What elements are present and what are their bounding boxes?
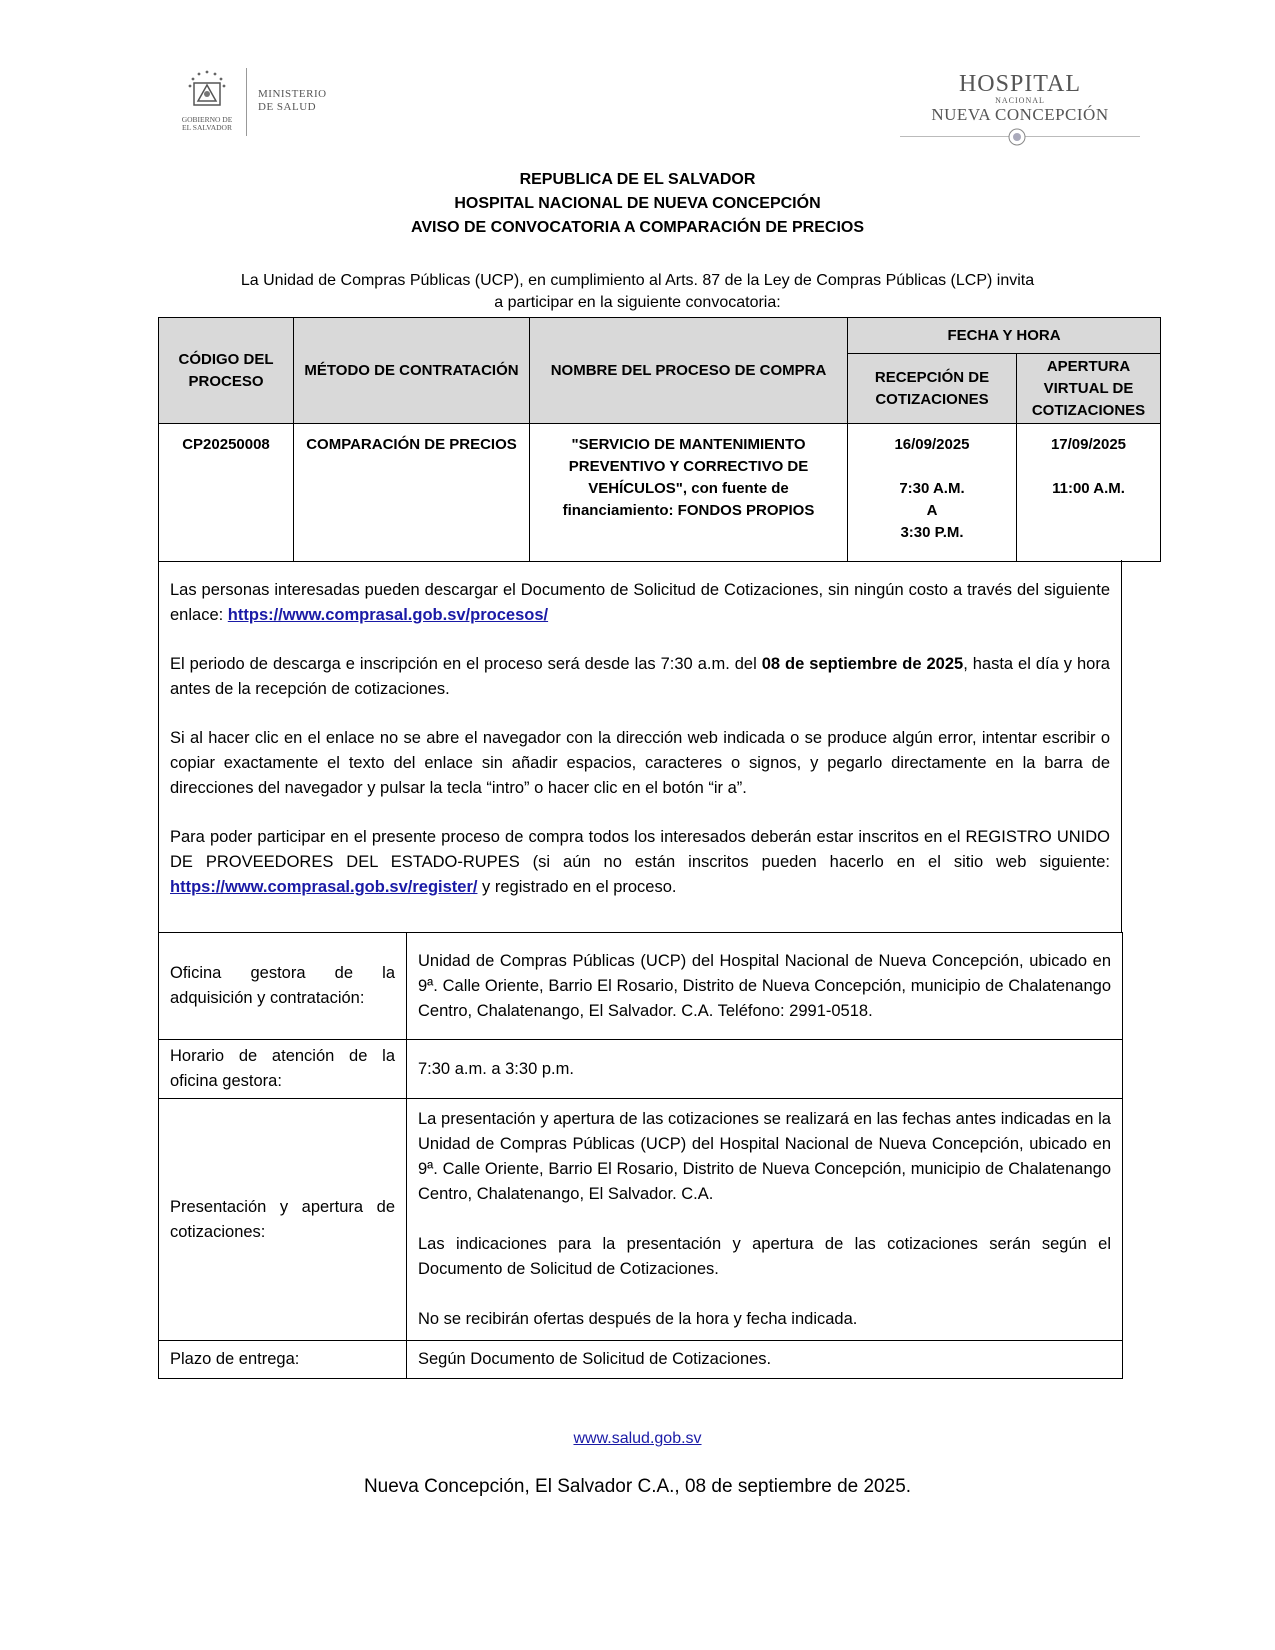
oficina-value: Unidad de Compras Públicas (UCP) del Hospital Nacional de Nueva Concepción, ubicado en 9ª. Calle Oriente, Barrio El Rosario, Distrito de Nueva Concepción, municipio de Chalatenango Centro, Chalatenango, El Salvador. C.A. Teléfono: 2991-0518. [407, 933, 1123, 1040]
government-label [178, 116, 236, 132]
gov-label-line1: GOBIERNO DE [181, 115, 233, 124]
document-title [150, 168, 1125, 240]
cell-metodo: COMPARACIÓN DE PRECIOS [294, 424, 530, 562]
p4-text-a: Para poder participar en el presente proceso de compra todos los interesados deberán estar inscritos en el REGISTRO UNIDO DE PROVEEDORES DEL ESTADO-RUPES (si aún no están inscritos pueden hacerlo en el sitio web siguiente: [170, 828, 1110, 871]
procesos-link[interactable]: https://www.comprasal.gob.sv/procesos/ [227, 606, 549, 624]
p2-text-b: , hasta el día y hora antes de la recepción de cotizaciones. [170, 655, 1110, 698]
date-line: Nueva Concepción, El Salvador C.A., 08 de septiembre de 2025. [363, 1476, 912, 1497]
table-header-row [159, 318, 1161, 354]
p1-text: Las personas interesadas pueden descargar el Documento de Solicitud de Cotizaciones, sin ningún costo a través del siguiente enlace: [170, 581, 1110, 624]
cell-recepcion [848, 424, 1017, 562]
presentacion-label: Presentación y apertura de cotizaciones: [159, 1099, 407, 1341]
p2-text-a: El periodo de descarga e inscripción en el proceso será desde las 7:30 a.m. del [170, 655, 762, 673]
intro-line1: La Unidad de Compras Públicas (UCP), en cumplimiento al Arts. 87 de la Ley de Compras Públicas (LCP) invita [240, 272, 1035, 289]
recepcion-fecha: 16/09/2025 [894, 436, 970, 453]
recepcion-hora-2: A [926, 502, 938, 519]
recepcion-hora-1: 7:30 A.M. [899, 480, 965, 497]
header-apertura: APERTURA VIRTUAL DE COTIZACIONES [1017, 354, 1161, 424]
apertura-hora: 11:00 A.M. [1052, 480, 1125, 497]
paragraph-download [170, 578, 1110, 628]
details-row-horario [159, 1040, 1123, 1099]
hospital-logo-line3: NUEVA CONCEPCIÓN [931, 105, 1109, 124]
plazo-value: Según Documento de Solicitud de Cotizaciones. [407, 1341, 1123, 1379]
paragraph-link-help: Si al hacer clic en el enlace no se abre el navegador con la dirección web indicada o se produce algún error, intentar escribir o copiar exactamente el texto del enlace sin añadir espacios, caracteres o signos, y pegarlo directamente en la barra de direcciones del navegador y pulsar la tecla “intro” o hacer clic en el botón “ir a”. [170, 729, 1110, 797]
horario-label: Horario de atención de la oficina gestora: [159, 1040, 407, 1099]
cell-codigo: CP20250008 [159, 424, 294, 562]
hospital-logo-line1: HOSPITAL [958, 71, 1082, 97]
title-line2: HOSPITAL NACIONAL DE NUEVA CONCEPCIÓN [454, 195, 821, 212]
header-metodo: MÉTODO DE CONTRATACIÓN [294, 318, 530, 424]
ministry-label-line1: MINISTERIO [258, 88, 327, 100]
header-fecha-hora: FECHA Y HORA [848, 318, 1161, 354]
details-row-presentacion [159, 1099, 1123, 1341]
cell-nombre: "SERVICIO DE MANTENIMIENTO PREVENTIVO Y CORRECTIVO DE VEHÍCULOS", con fuente de financiamiento: FONDOS PROPIOS [530, 424, 848, 562]
p4-text-b: y registrado en el proceso. [477, 878, 677, 896]
ministry-label-line2: DE SALUD [258, 101, 317, 113]
salud-website-link[interactable]: www.salud.gob.sv [573, 1430, 702, 1447]
table-row [159, 424, 1161, 562]
register-link[interactable]: https://www.comprasal.gob.sv/register/ [170, 878, 478, 896]
hospital-logo [900, 72, 1140, 152]
paragraph-registration [170, 825, 1110, 900]
title-line3: AVISO DE CONVOCATORIA A COMPARACIÓN DE PRECIOS [410, 219, 865, 236]
hospital-logo-line2: NACIONAL [995, 96, 1045, 105]
presentacion-value-3: No se recibirán ofertas después de la hora y fecha indicada. [418, 1310, 858, 1328]
process-table [158, 317, 1161, 562]
details-row-plazo [159, 1341, 1123, 1379]
intro-line2: a participar en la siguiente convocatoria: [494, 294, 781, 311]
paragraph-period [170, 652, 1110, 702]
header-codigo: CÓDIGO DEL PROCESO [159, 318, 294, 424]
horario-value: 7:30 a.m. a 3:30 p.m. [407, 1040, 1123, 1099]
logo-divider [246, 68, 247, 136]
seal-icon [1008, 128, 1026, 146]
header-recepcion: RECEPCIÓN DE COTIZACIONES [848, 354, 1017, 424]
presentacion-value [407, 1099, 1123, 1341]
cell-apertura [1017, 424, 1161, 562]
intro-text [150, 270, 1125, 314]
ministry-logo [178, 66, 358, 138]
gov-label-line2: EL SALVADOR [182, 123, 232, 132]
details-row-oficina [159, 933, 1123, 1040]
presentacion-value-1: La presentación y apertura de las cotizaciones se realizará en las fechas antes indicadas en la Unidad de Compras Públicas (UCP) del Hospital Nacional de Nueva Concepción, ubicado en 9ª. Calle Oriente, Barrio El Rosario, Distrito de Nueva Concepción, municipio de Chalatenango Centro, Chalatenango, El Salvador. C.A. [418, 1110, 1111, 1203]
presentacion-value-2: Las indicaciones para la presentación y apertura de las cotizaciones serán según el Documento de Solicitud de Cotizaciones. [418, 1235, 1111, 1278]
p2-date: 08 de septiembre de 2025 [761, 655, 964, 673]
header-nombre: NOMBRE DEL PROCESO DE COMPRA [530, 318, 848, 424]
recepcion-hora-3: 3:30 P.M. [900, 524, 964, 541]
title-line1: REPUBLICA DE EL SALVADOR [519, 171, 756, 188]
instructions-section [158, 560, 1122, 932]
oficina-label: Oficina gestora de la adquisición y contratación: [159, 933, 407, 1040]
details-table [158, 932, 1123, 1379]
plazo-label: Plazo de entrega: [159, 1341, 407, 1379]
apertura-fecha: 17/09/2025 [1050, 436, 1127, 453]
ministry-label [258, 88, 327, 114]
